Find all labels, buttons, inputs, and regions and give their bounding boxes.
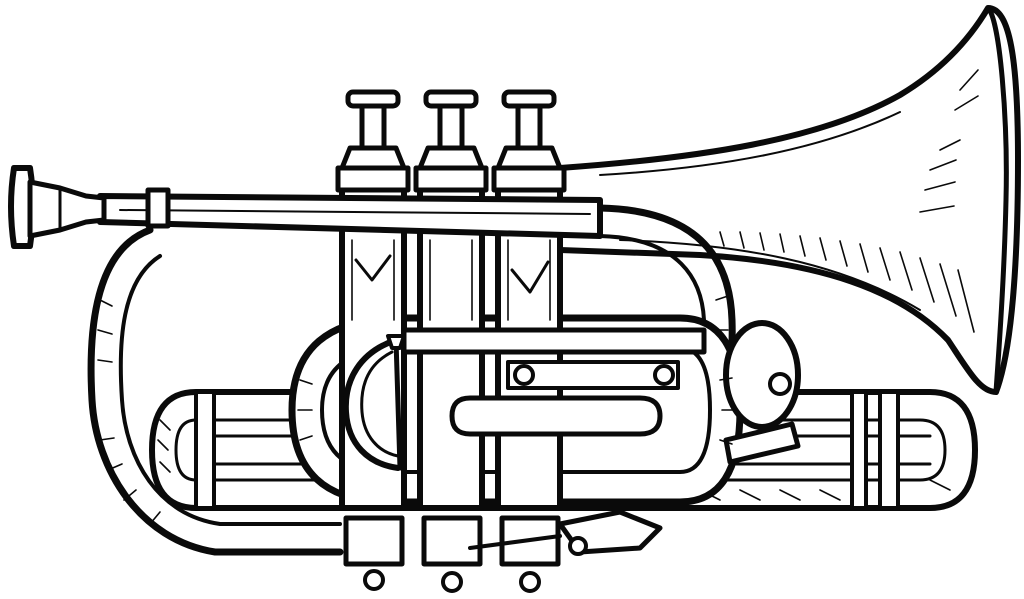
finger-button-3 xyxy=(494,92,564,190)
valve-buttons xyxy=(338,92,564,190)
mouthpiece xyxy=(11,168,104,246)
leadpipe xyxy=(100,190,600,236)
finger-button-1 xyxy=(338,92,408,190)
finger-button-2 xyxy=(416,92,486,190)
bottom-valve-caps xyxy=(346,512,660,591)
